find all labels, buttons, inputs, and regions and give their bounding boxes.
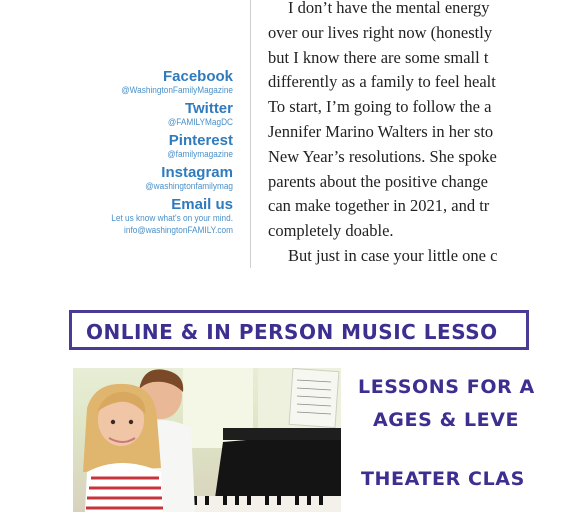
piano-kids-illustration xyxy=(73,368,341,512)
social-name: Facebook xyxy=(162,68,233,85)
email-note: Let us know what's on your mind. xyxy=(111,213,233,224)
article-line: New Year’s resolutions. She spoke xyxy=(268,146,497,166)
email-contact[interactable] xyxy=(33,196,233,237)
ad-text-lessons: LESSONS FOR A xyxy=(358,376,535,398)
social-links xyxy=(33,68,233,240)
article-line: can make together in 2021, and tr xyxy=(268,196,490,216)
social-name: Pinterest xyxy=(168,132,233,149)
social-handle[interactable]: @familymagazine xyxy=(167,149,233,160)
social-name: Twitter xyxy=(184,100,233,117)
social-twitter[interactable] xyxy=(33,100,233,129)
ad-banner-text: ONLINE & IN PERSON MUSIC LESSO xyxy=(86,320,498,344)
column-divider xyxy=(250,0,251,268)
email-address[interactable]: info@washingtonFAMILY.com xyxy=(124,225,233,236)
ad-text-theater: THEATER CLAS xyxy=(361,468,525,490)
email-title: Email us xyxy=(171,196,233,213)
article-line: Jennifer Marino Walters in her sto xyxy=(268,121,494,141)
article-line: I don’t have the mental energy xyxy=(288,0,490,17)
social-instagram[interactable] xyxy=(33,164,233,193)
article-line: parents about the positive change xyxy=(268,171,488,191)
social-handle[interactable]: @washingtonfamilymag xyxy=(145,181,233,192)
ad-text-ages: AGES & LEVE xyxy=(373,409,520,431)
article-line: over our lives right now (honestly xyxy=(268,22,493,42)
article-line: To start, I’m going to follow the a xyxy=(268,97,492,117)
article-line: But just in case your little one c xyxy=(288,245,498,265)
social-handle[interactable]: @WashingtonFamilyMagazine xyxy=(121,85,233,96)
social-handle[interactable]: @FAMILYMagDC xyxy=(167,117,233,128)
ad-banner xyxy=(69,310,529,350)
social-facebook[interactable] xyxy=(33,68,233,97)
article-line: but I know there are some small t xyxy=(268,47,489,67)
article-body xyxy=(268,0,568,269)
social-name: Instagram xyxy=(161,164,233,181)
social-pinterest[interactable] xyxy=(33,132,233,161)
article-line: differently as a family to feel healt xyxy=(268,72,496,92)
music-lessons-ad[interactable] xyxy=(0,296,535,512)
article-line: completely doable. xyxy=(268,221,394,241)
ad-photo-children-piano xyxy=(73,368,341,512)
